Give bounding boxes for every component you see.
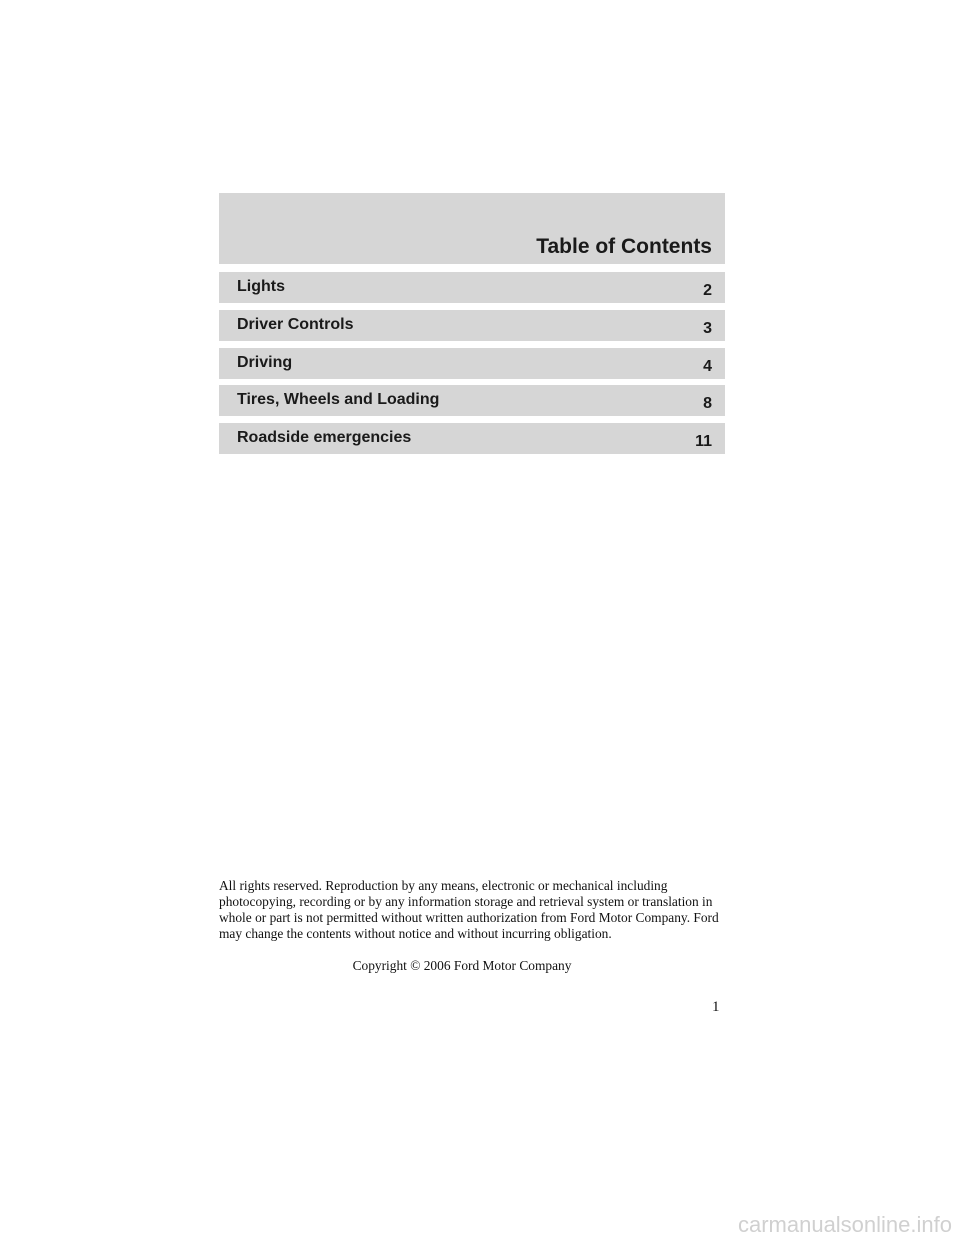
- toc-entry-driver-controls[interactable]: [219, 310, 725, 341]
- toc-title: Table of Contents: [536, 235, 712, 258]
- toc-entry-label: Driver Controls: [237, 316, 354, 333]
- toc-entry-driving[interactable]: [219, 348, 725, 379]
- toc-entry-tires-wheels-loading[interactable]: [219, 385, 725, 416]
- toc-entry-page: 3: [703, 320, 712, 337]
- toc-entry-page: 2: [703, 282, 712, 299]
- toc-entry-lights[interactable]: [219, 272, 725, 303]
- toc-entry-label: Tires, Wheels and Loading: [237, 391, 440, 408]
- page-number: 1: [712, 999, 720, 1015]
- toc-entry-label: Roadside emergencies: [237, 429, 412, 446]
- toc-entry-label: Lights: [237, 278, 285, 295]
- watermark: carmanualsonline.info: [737, 1212, 952, 1237]
- toc-entry-page: 8: [703, 395, 712, 412]
- toc-entry-page: 11: [695, 433, 712, 450]
- rights-notice: All rights reserved. Reproduction by any means, electronic or mechanical including photocopying, recording or by any information storage and retrieval system or translation in whole or part is not permitted without written authorization from Ford Motor Company. Ford may change the contents without notice and without incurring obligation.: [219, 878, 719, 941]
- copyright-line: Copyright © 2006 Ford Motor Company: [352, 958, 572, 973]
- toc-entry-page: 4: [703, 358, 712, 375]
- toc-entry-label: Driving: [237, 354, 293, 371]
- toc-entry-roadside-emergencies[interactable]: [219, 423, 725, 454]
- toc-header: [219, 193, 725, 264]
